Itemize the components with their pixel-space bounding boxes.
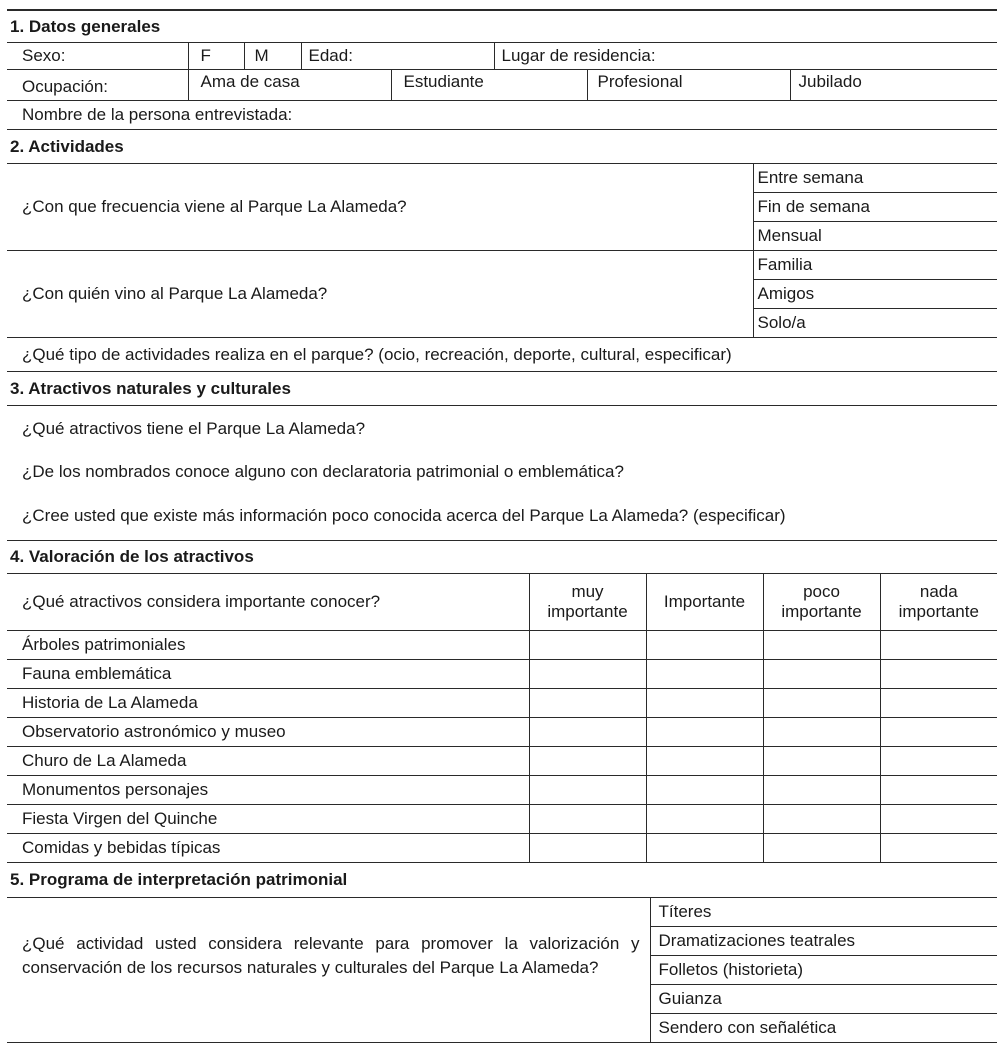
valuation-question: ¿Qué atractivos considera importante conocer? <box>7 574 529 631</box>
rating-cell[interactable] <box>763 718 880 747</box>
attractions-table <box>7 371 997 541</box>
rating-cell[interactable] <box>646 689 763 718</box>
rating-cell[interactable] <box>646 660 763 689</box>
program-option-brochures[interactable]: Folletos (historieta) <box>650 956 997 985</box>
rating-cell[interactable] <box>646 776 763 805</box>
rating-cell[interactable] <box>529 718 646 747</box>
table-row <box>7 747 997 776</box>
age-field[interactable]: Edad: <box>301 43 494 70</box>
companion-option-family[interactable]: Familia <box>753 251 997 280</box>
table-row <box>7 776 997 805</box>
header-important: Importante <box>646 574 763 631</box>
section-title-general: 1. Datos generales <box>7 11 997 43</box>
rating-cell[interactable] <box>763 805 880 834</box>
occupation-professional[interactable]: Profesional <box>587 70 790 101</box>
attractions-questions <box>7 406 997 541</box>
rating-cell[interactable] <box>880 776 997 805</box>
rating-cell[interactable] <box>880 805 997 834</box>
rating-cell[interactable] <box>763 776 880 805</box>
program-table <box>7 862 997 1043</box>
activity-type-question: ¿Qué tipo de actividades realiza en el parque? (ocio, recreación, deporte, cultural, especificar) <box>7 338 997 372</box>
table-row <box>7 689 997 718</box>
rating-cell[interactable] <box>646 747 763 776</box>
header-not-important: nada importante <box>880 574 997 631</box>
rating-cell[interactable] <box>763 689 880 718</box>
program-question: ¿Qué actividad usted considera relevante para promover la valorización y conservación de los recursos naturales y culturales del Parque La Alameda? <box>7 898 650 1043</box>
rating-cell[interactable] <box>763 747 880 776</box>
table-row <box>7 631 997 660</box>
companion-question: ¿Con quién vino al Parque La Alameda? <box>7 251 753 338</box>
occupation-student[interactable]: Estudiante <box>391 70 587 101</box>
section-title-activities: 2. Actividades <box>7 130 997 164</box>
header-very-important: muy importante <box>529 574 646 631</box>
attraction-item: Árboles patrimoniales <box>7 631 529 660</box>
survey-form <box>7 10 997 1043</box>
rating-cell[interactable] <box>529 776 646 805</box>
rating-cell[interactable] <box>763 834 880 863</box>
attractions-question-3: ¿Cree usted que existe más información poco conocida acerca del Parque La Alameda? (especificar) <box>22 506 786 525</box>
table-row <box>7 805 997 834</box>
valuation-table <box>7 540 997 863</box>
sex-label: Sexo: <box>7 43 188 70</box>
attraction-item: Observatorio astronómico y museo <box>7 718 529 747</box>
attraction-item: Monumentos personajes <box>7 776 529 805</box>
attractions-question-1: ¿Qué atractivos tiene el Parque La Alameda? <box>22 419 366 438</box>
activities-table <box>7 129 997 372</box>
rating-cell[interactable] <box>646 805 763 834</box>
rating-cell[interactable] <box>529 834 646 863</box>
attraction-item: Churo de La Alameda <box>7 747 529 776</box>
rating-cell[interactable] <box>763 631 880 660</box>
occupation-label: Ocupación: <box>7 70 188 101</box>
sex-m-option[interactable]: M <box>244 43 301 70</box>
header-little-important: poco importante <box>763 574 880 631</box>
rating-cell[interactable] <box>529 747 646 776</box>
program-option-theater[interactable]: Dramatizaciones teatrales <box>650 927 997 956</box>
residence-field[interactable]: Lugar de residencia: <box>494 43 997 70</box>
attraction-item: Fiesta Virgen del Quinche <box>7 805 529 834</box>
occupation-retired[interactable]: Jubilado <box>790 70 997 101</box>
attraction-item: Historia de La Alameda <box>7 689 529 718</box>
frequency-option-weekend[interactable]: Fin de semana <box>753 193 997 222</box>
rating-cell[interactable] <box>880 747 997 776</box>
frequency-option-weekday[interactable]: Entre semana <box>753 164 997 193</box>
companion-option-alone[interactable]: Solo/a <box>753 309 997 338</box>
frequency-question: ¿Con que frecuencia viene al Parque La Alameda? <box>7 164 753 251</box>
rating-cell[interactable] <box>880 689 997 718</box>
interviewee-name-field[interactable]: Nombre de la persona entrevistada: <box>7 101 997 130</box>
rating-cell[interactable] <box>880 834 997 863</box>
rating-cell[interactable] <box>529 660 646 689</box>
attraction-item: Fauna emblemática <box>7 660 529 689</box>
companion-option-friends[interactable]: Amigos <box>753 280 997 309</box>
general-data-table <box>7 10 997 70</box>
table-row <box>7 834 997 863</box>
occupation-table <box>7 69 997 130</box>
frequency-option-monthly[interactable]: Mensual <box>753 222 997 251</box>
rating-cell[interactable] <box>529 689 646 718</box>
rating-cell[interactable] <box>529 631 646 660</box>
program-option-guiding[interactable]: Guianza <box>650 985 997 1014</box>
attraction-item: Comidas y bebidas típicas <box>7 834 529 863</box>
program-option-trail[interactable]: Sendero con señalética <box>650 1014 997 1043</box>
occupation-housewife[interactable]: Ama de casa <box>188 70 391 101</box>
section-title-valuation: 4. Valoración de los atractivos <box>7 541 997 574</box>
rating-cell[interactable] <box>646 834 763 863</box>
rating-cell[interactable] <box>880 660 997 689</box>
attractions-question-2: ¿De los nombrados conoce alguno con declaratoria patrimonial o emblemática? <box>22 462 624 481</box>
program-option-puppets[interactable]: Títeres <box>650 898 997 927</box>
section-title-program: 5. Programa de interpretación patrimonial <box>7 863 997 898</box>
rating-cell[interactable] <box>880 718 997 747</box>
section-title-attractions: 3. Atractivos naturales y culturales <box>7 372 997 406</box>
sex-f-option[interactable]: F <box>188 43 244 70</box>
rating-cell[interactable] <box>529 805 646 834</box>
rating-cell[interactable] <box>646 631 763 660</box>
rating-cell[interactable] <box>763 660 880 689</box>
table-row <box>7 718 997 747</box>
table-row <box>7 660 997 689</box>
rating-cell[interactable] <box>880 631 997 660</box>
rating-cell[interactable] <box>646 718 763 747</box>
